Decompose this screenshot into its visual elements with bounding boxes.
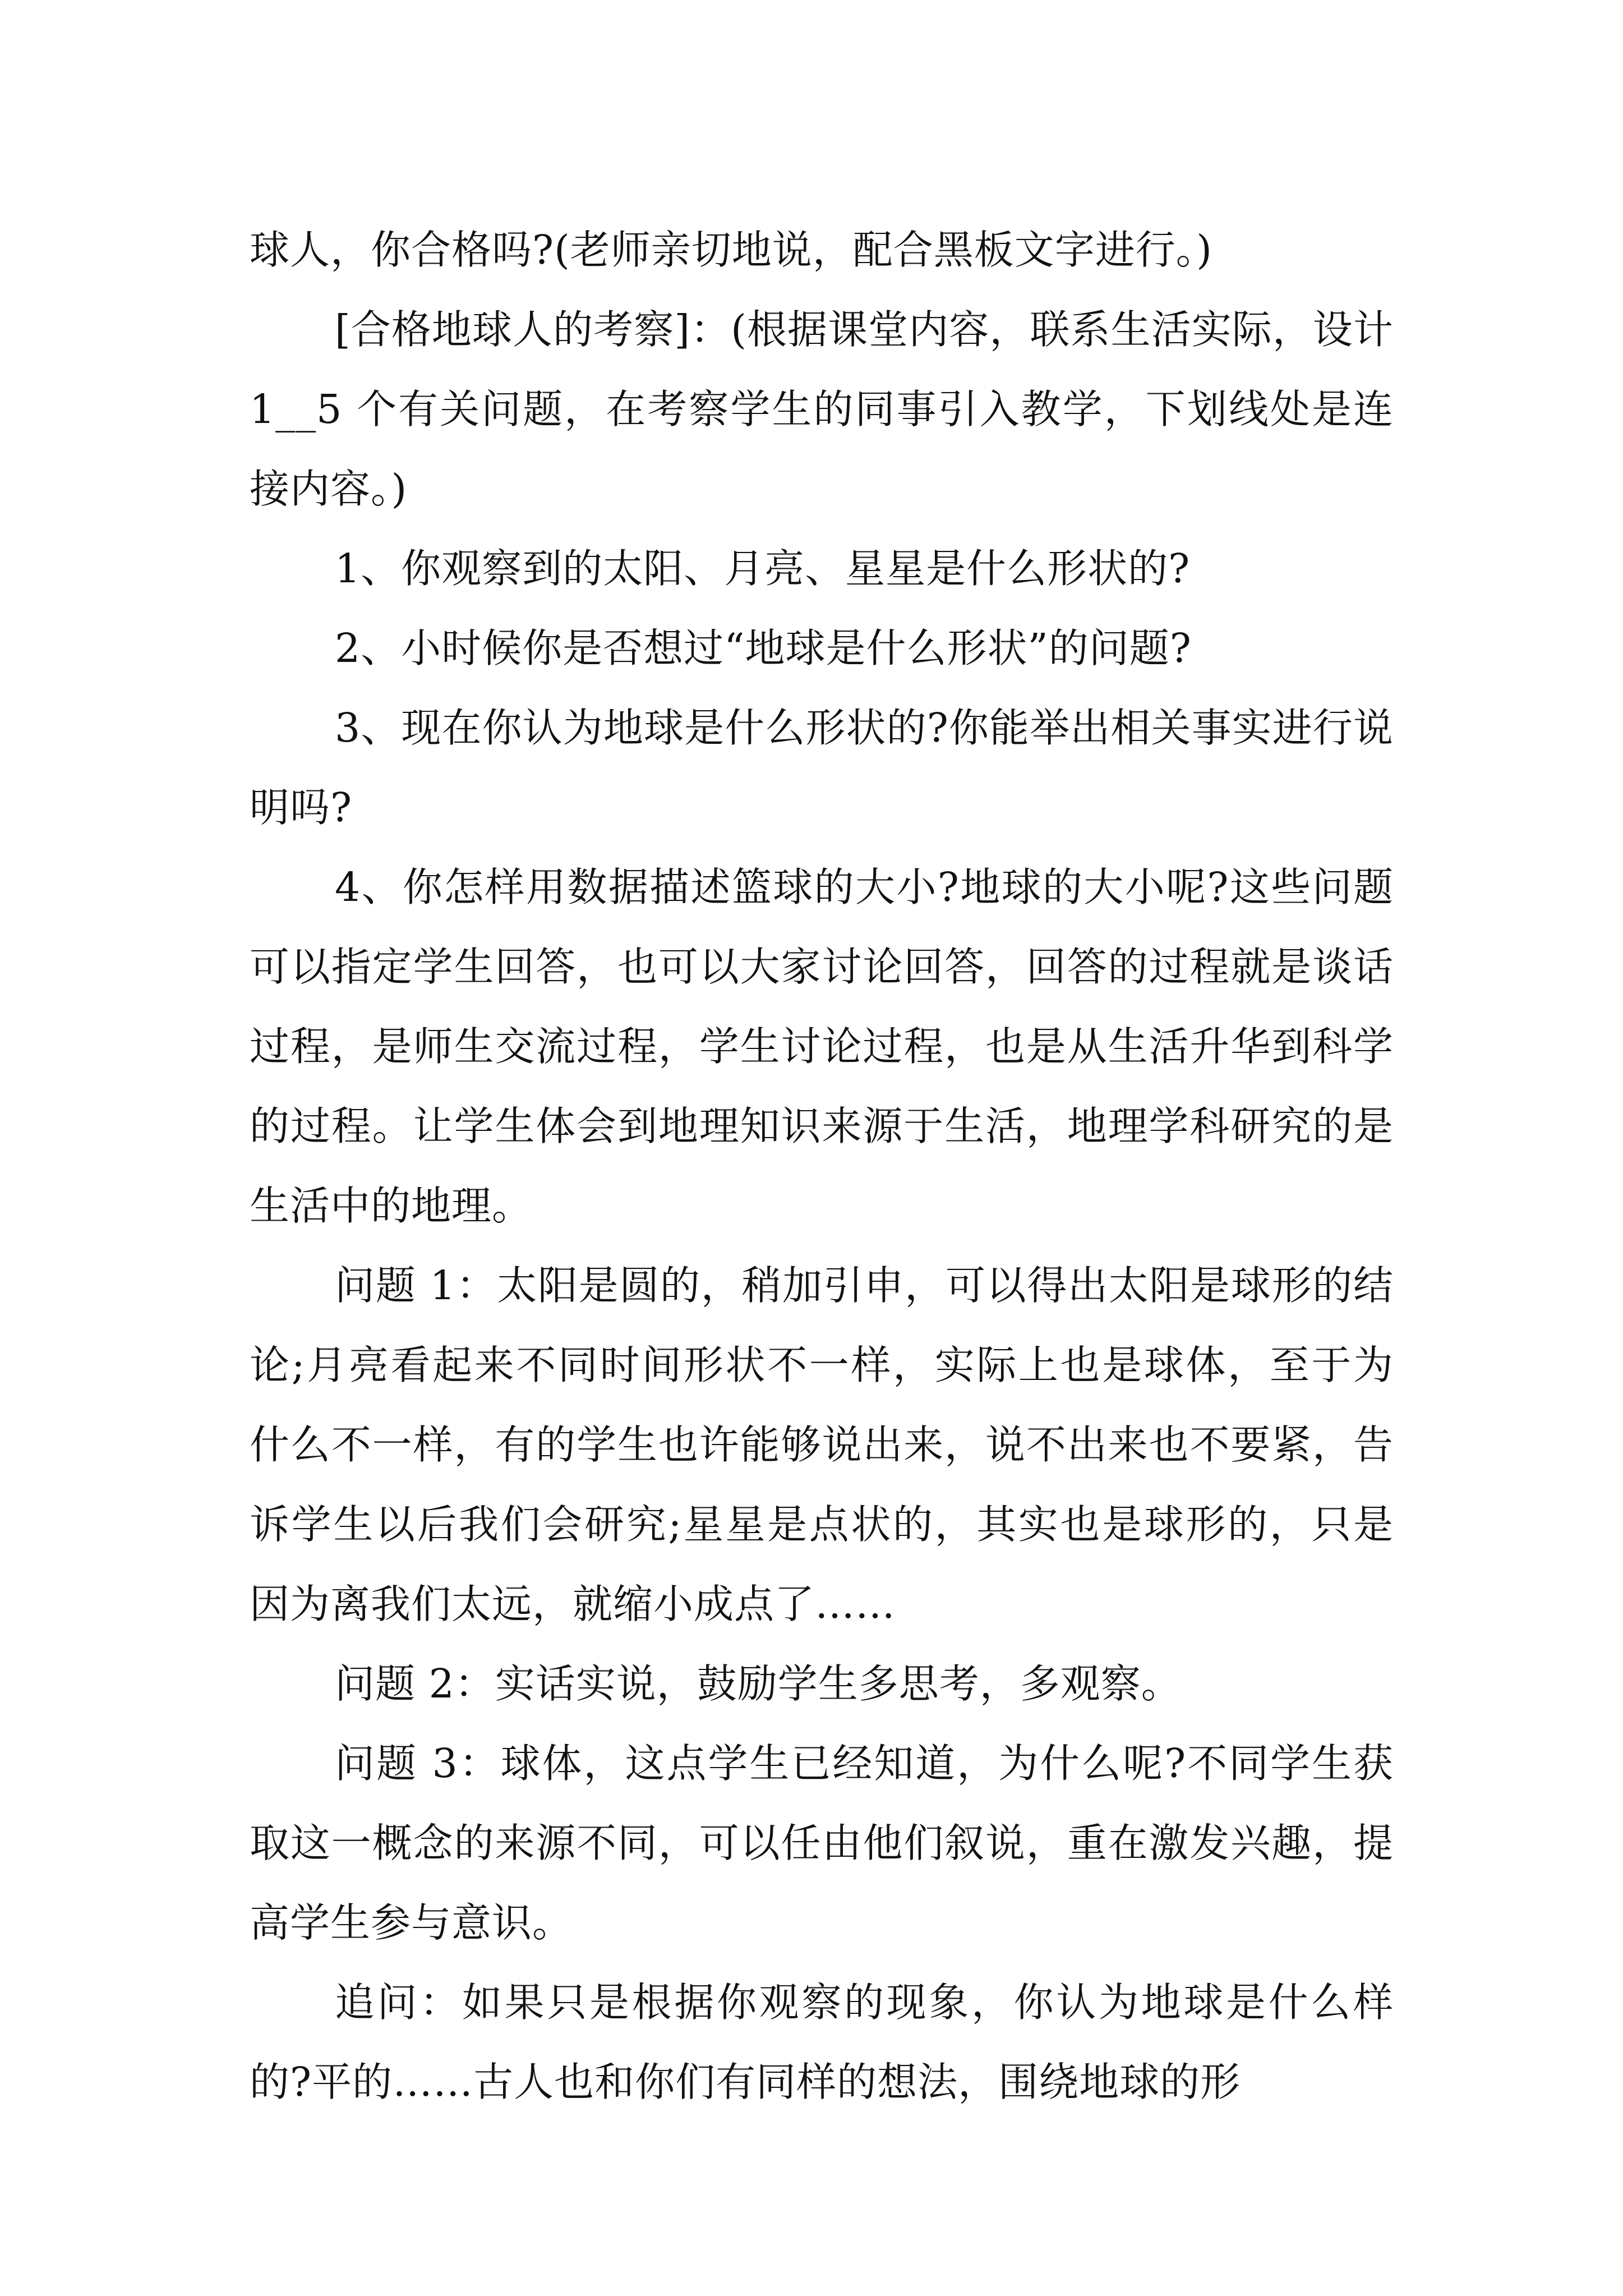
question-1: 1、你观察到的太阳、月亮、星星是什么形状的? (335, 545, 1191, 592)
follow-up-question: 追问：如果只是根据你观察的现象，你认为地球是什么样的?平的……古人也和你们有同样的想法，围绕地球的形 (250, 1979, 1394, 2105)
answer-1: 问题 1：太阳是圆的，稍加引申，可以得出太阳是球形的结论;月亮看起来不同时间形状不一样，实际上也是球体，至于为什么不一样，有的学生也许能够说出来，说不出来也不要紧，告诉学生以后我们会研究;星星是点状的，其实也是球形的，只是因为离我们太远，就缩小成点了…… (250, 1262, 1394, 1627)
question-3: 3、现在你认为地球是什么形状的?你能举出相关事实进行说明吗? (250, 705, 1394, 831)
paragraph-assessment-intro: [合格地球人的考察]：(根据课堂内容，联系生活实际，设计 1__5 个有关问题，在考察学生的同事引入教学，下划线处是连接内容。) (250, 306, 1394, 512)
question-4: 4、你怎样用数据描述篮球的大小?地球的大小呢?这些问题可以指定学生回答，也可以大家讨论回答，回答的过程就是谈话过程，是师生交流过程，学生讨论过程，也是从生活升华到科学的过程。让学生体会到地理知识来源于生活，地理学科研究的是生活中的地理。 (250, 864, 1394, 1229)
answer-3: 问题 3：球体，这点学生已经知道，为什么呢?不同学生获取这一概念的来源不同，可以任由他们叙说，重在激发兴趣，提高学生参与意识。 (250, 1740, 1394, 1946)
body-text (250, 210, 1394, 2122)
question-2: 2、小时候你是否想过“地球是什么形状”的问题? (335, 625, 1192, 671)
paragraph-continuation: 球人，你合格吗?(老师亲切地说，配合黑板文字进行。) (250, 227, 1212, 273)
answer-2: 问题 2：实话实说，鼓励学生多思考，多观察。 (335, 1660, 1182, 1707)
